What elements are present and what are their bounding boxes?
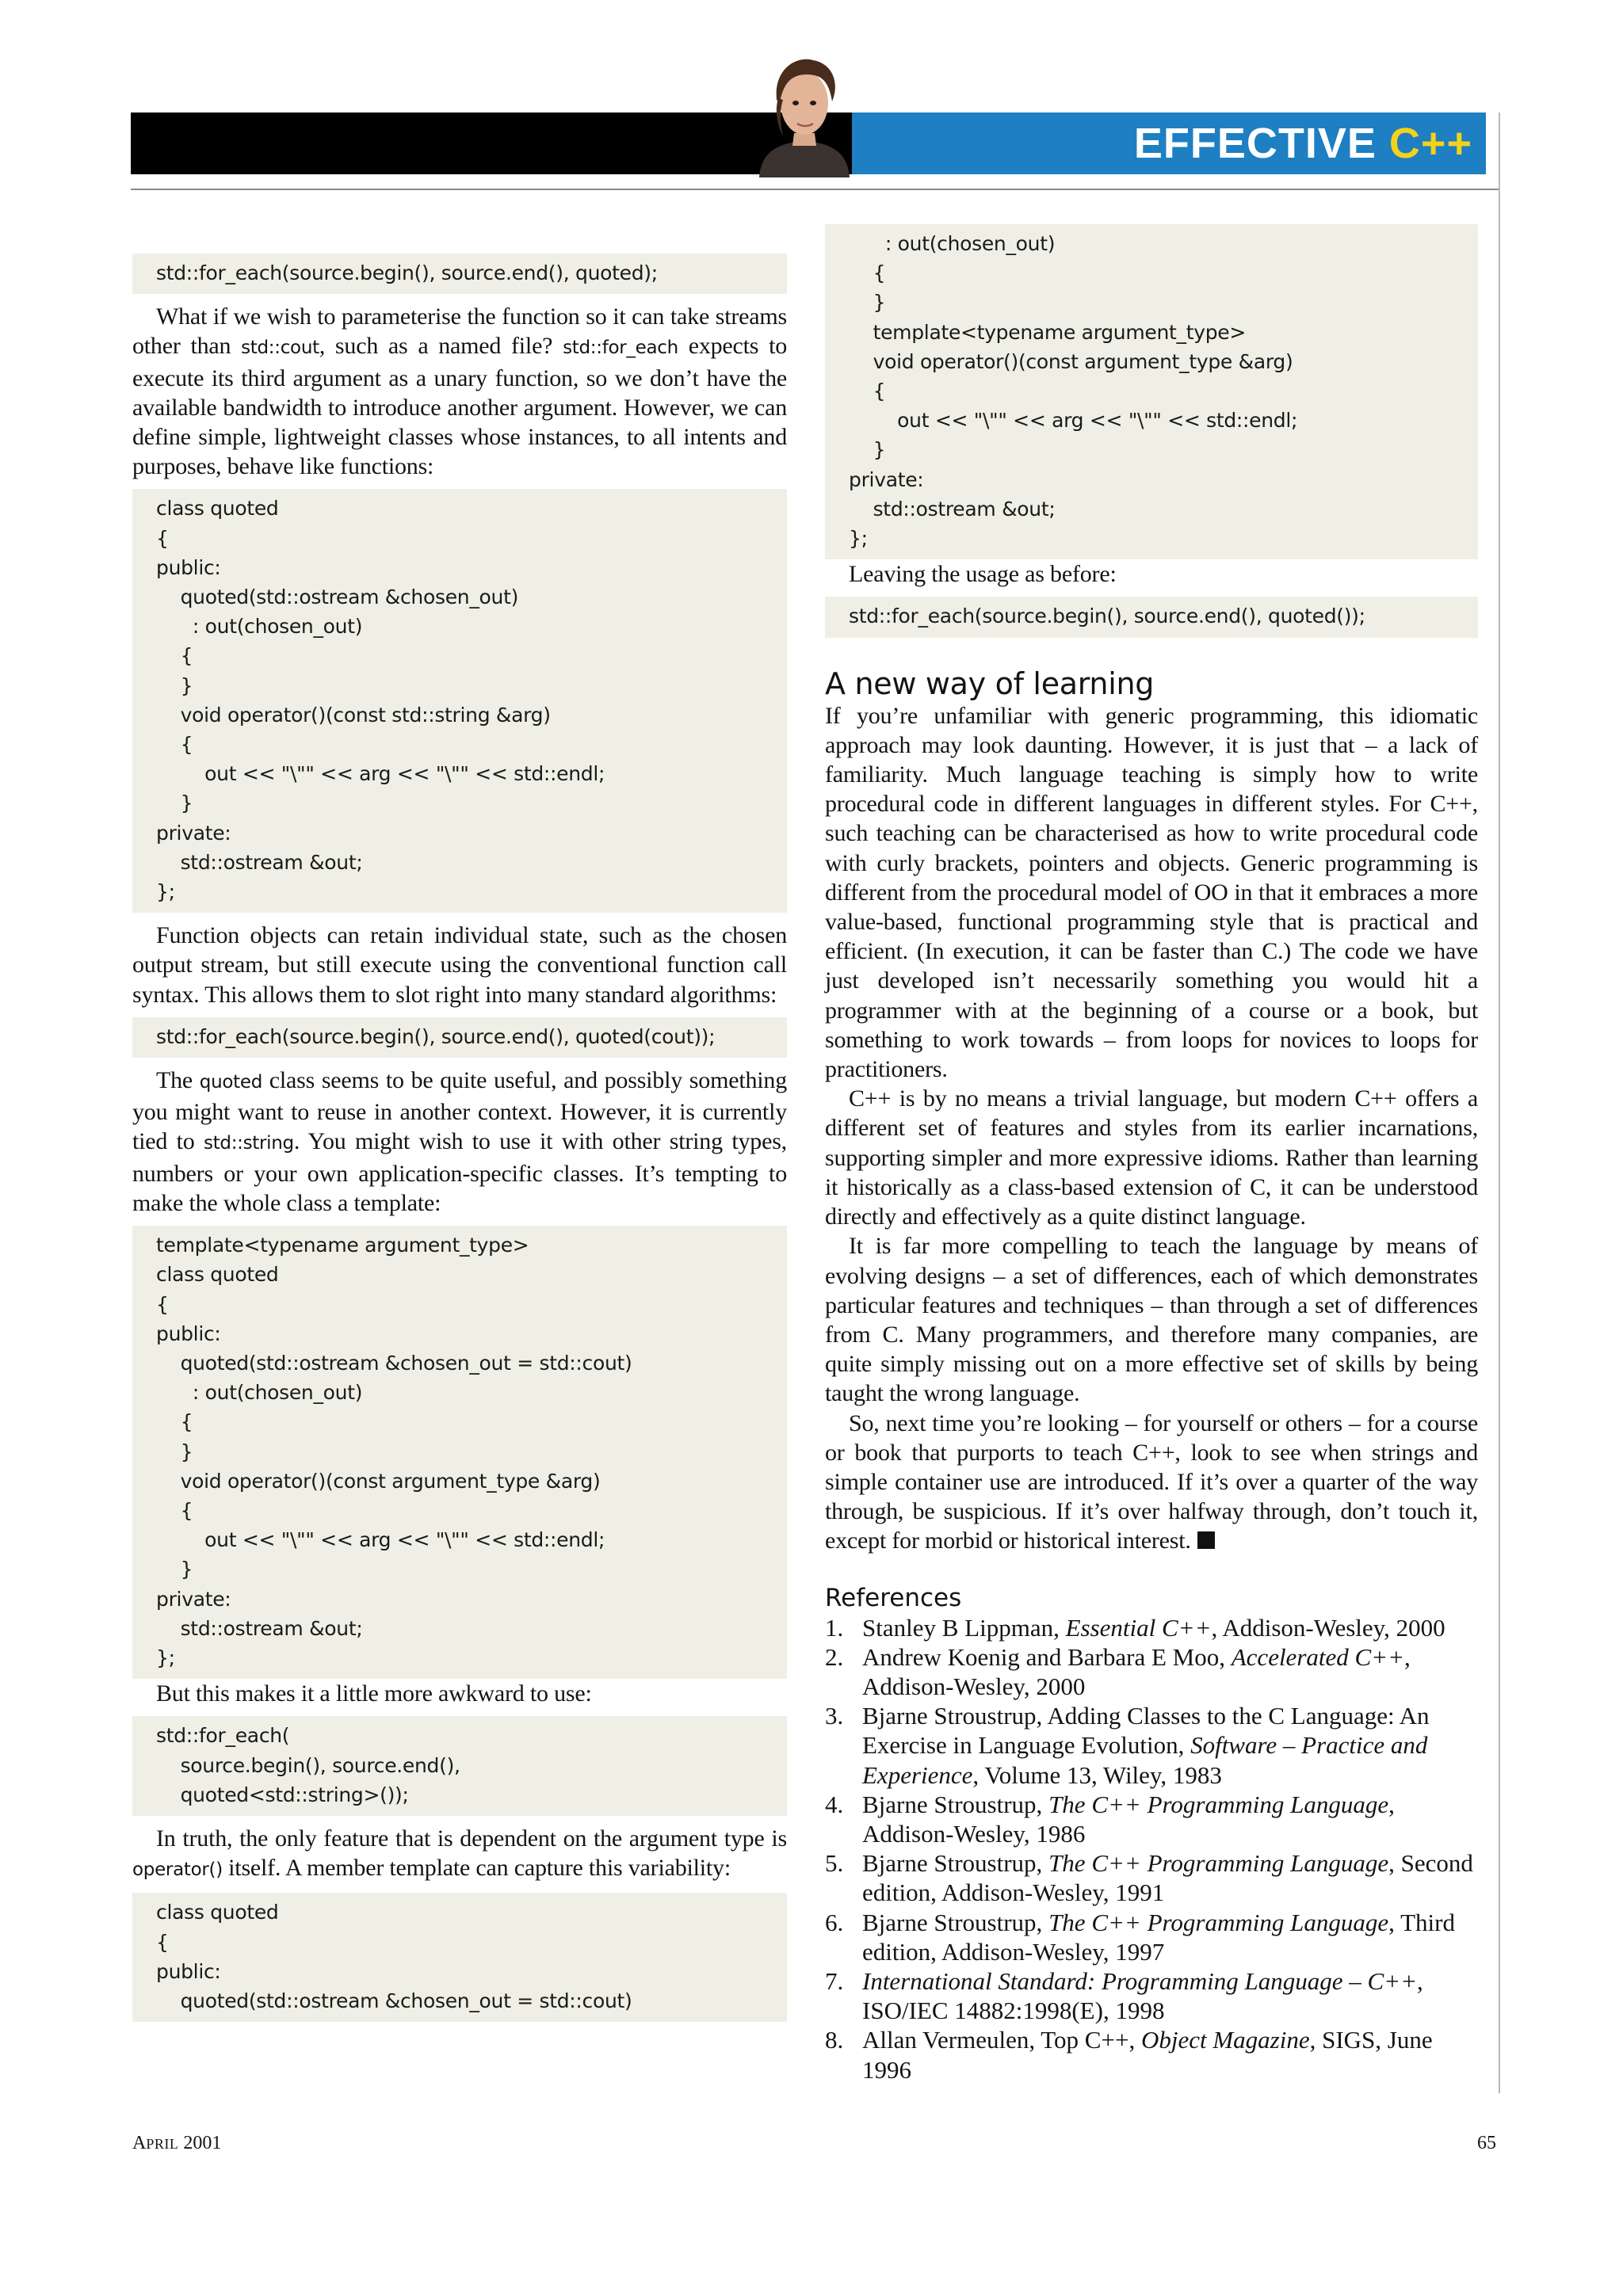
section-heading: A new way of learning: [825, 666, 1155, 701]
references-heading: References: [825, 1583, 962, 1612]
right-column: [825, 224, 1478, 2084]
code-block: class quoted { public: quoted(std::ostream &chosen_out = std::cout): [132, 1893, 787, 2022]
reference-item: [825, 2025, 1478, 2084]
reference-text: Bjarne Stroustrup,: [862, 1908, 1049, 1936]
paragraph: If you’re unfamiliar with generic programming, this idiomatic approach may look daunting. However, it is just that – a lack of familiarity. Much language teaching is simply how to write procedural code in different languages in different styles. For C++, such teaching can be characterised as how to write procedural code with curly brackets, pointers and objects. Generic programming is different from the procedural model of OO in that it embraces a more value-based, functional programming style that is practical and efficient. (In execution, it can be faster than C.) The code we have just developed isn’t necessarily something you would hit a programmer with at the beginning of a course or a book, but something to work towards – from loops for novices to loops for practitioners.: [825, 702, 1478, 1083]
reference-text: , Addison-Wesley, 1986: [862, 1790, 1395, 1848]
reference-title: Object Magazine: [1140, 2026, 1310, 2054]
reference-number: 5.: [825, 1849, 844, 1878]
right-margin-rule: [1499, 113, 1500, 2093]
reference-title: The C++ Programming Language: [1048, 1849, 1389, 1878]
column-title: EFFECTIVE C++: [1133, 120, 1472, 167]
reference-text: , Volume 13, Wiley, 1983: [972, 1760, 1222, 1789]
reference-text: , SIGS, June 1996: [862, 2026, 1433, 2084]
reference-number: 3.: [825, 1702, 844, 1730]
reference-item: [825, 1701, 1478, 1790]
code-block: std::for_each(source.begin(), source.end(), quoted);: [132, 254, 787, 294]
reference-item: [825, 1908, 1478, 1966]
header-rule: [131, 189, 1500, 190]
paragraph: In truth, the only feature that is dependent on the argument type is operator() itself. A member template can capture this variability:: [132, 1825, 787, 1882]
paragraph: Leaving the usage as before:: [849, 561, 1117, 588]
reference-text: Allan Vermeulen, Top C++,: [862, 2026, 1141, 2054]
reference-title: Software – Practice and Experience: [862, 1731, 1428, 1789]
paragraph: What if we wish to parameterise the function so it can take streams other than std::cout, such as a named file? std::for_each expects to execute its third argument as a unary function, so we don’t have the available bandwidth to introduce another argument. However, we can define simple, lightweight classes whose instances, to all intents and purposes, behave like functions:: [132, 303, 788, 480]
reference-number: 1.: [825, 1613, 844, 1642]
reference-title: Essential C++: [1065, 1613, 1212, 1642]
reference-text: , Addison-Wesley, 2000: [1211, 1613, 1445, 1642]
reference-text: , ISO/IEC 14882:1998(E), 1998: [862, 1966, 1423, 2025]
paragraph: Function objects can retain individual state, such as the chosen output stream, but still execute using the conventional function call syntax. This allows them to slot right into many standard algorithms:: [132, 922, 787, 1008]
reference-item: [825, 1613, 1478, 1642]
end-of-article-icon: [1197, 1531, 1215, 1549]
reference-text: , Addison-Wesley, 2000: [862, 1642, 1411, 1700]
reference-number: 8.: [825, 2026, 844, 2054]
code-block: std::for_each(source.begin(), source.end(), quoted(cout));: [132, 1017, 787, 1058]
reference-title: The C++ Programming Language: [1048, 1790, 1389, 1818]
reference-item: [825, 1790, 1478, 1848]
reference-item: [825, 1966, 1478, 2025]
reference-text: Bjarne Stroustrup, Adding Classes to the C Language: An Exercise in Language Evolution,: [862, 1702, 1430, 1760]
reference-title: The C++ Programming Language: [1048, 1908, 1389, 1936]
reference-number: 4.: [825, 1790, 844, 1818]
paragraph: But this makes it a little more awkward to use:: [156, 1680, 592, 1707]
paragraph: C++ is by no means a trivial language, but modern C++ offers a different set of features and styles from its earlier incarnations, supporting simpler and more expressive idioms. Rather than learning it historically as a class-based extension of C, it can be understood directly and effectively as a quite distinct language.: [825, 1085, 1478, 1230]
reference-text: Bjarne Stroustrup,: [862, 1790, 1049, 1818]
reference-text: , Third edition, Addison-Wesley, 1997: [862, 1908, 1455, 1966]
footer-date: APRIL 2001: [132, 2133, 222, 2153]
code-block: : out(chosen_out) { } template<typename argument_type> void operator()(const argument_type &arg) { out << "\"" << arg << "\"" << std::endl; } private: std::ostream &out; };: [825, 224, 1478, 559]
code-block: template<typename argument_type> class quoted { public: quoted(std::ostream &chosen_out = std::cout) : out(chosen_out) { } void operator()(const argument_type &arg) { out << "\"" << arg << "\"" << std::endl; } private: std::ostream &out; };: [132, 1226, 787, 1679]
author-portrait-icon: [745, 51, 864, 177]
reference-number: 6.: [825, 1908, 844, 1936]
header-banner-black: [131, 113, 852, 174]
reference-number: 2.: [825, 1642, 844, 1671]
references-list: [825, 1613, 1478, 2084]
reference-item: [825, 1642, 1478, 1701]
reference-text: , Second edition, Addison-Wesley, 1991: [862, 1849, 1473, 1907]
paragraph: It is far more compelling to teach the language by means of evolving designs – a set of differences, each of which demonstrates particular features and techniques – than through a set of differences from C. Many programmers, and therefore many companies, are quite simply missing out on a more effective set of skills by being taught the wrong language.: [825, 1233, 1478, 1407]
reference-title: International Standard: Programming Language – C++: [862, 1966, 1418, 1995]
code-block: class quoted { public: quoted(std::ostream &chosen_out) : out(chosen_out) { } void operator()(const std::string &arg) { out << "\"" << arg << "\"" << std::endl; } private: std::ostream &out; };: [132, 489, 787, 913]
reference-text: Stanley B Lippman,: [862, 1613, 1066, 1642]
code-block: std::for_each(source.begin(), source.end(), quoted());: [825, 597, 1478, 637]
reference-title: Accelerated C++: [1231, 1642, 1405, 1671]
reference-item: [825, 1848, 1478, 1907]
reference-text: Andrew Koenig and Barbara E Moo,: [862, 1642, 1232, 1671]
reference-text: Bjarne Stroustrup,: [862, 1849, 1049, 1878]
paragraph: The quoted class seems to be quite useful, and possibly something you might want to reuse in another context. However, it is currently tied to std::string. You might wish to use it with other string types, numbers or your own application-specific classes. It’s tempting to make the whole class a template:: [132, 1067, 787, 1216]
reference-number: 7.: [825, 1966, 844, 1995]
paragraph: So, next time you’re looking – for yourself or others – for a course or book that purports to teach C++, look to see when strings and simple container use are introduced. If it’s over a quarter of the way through, be suspicious. If it’s over halfway through, don’t touch it, except for morbid or historical interest.: [825, 1409, 1478, 1554]
left-column: [132, 254, 787, 2022]
page-number: 65: [1477, 2133, 1496, 2153]
code-block: std::for_each( source.begin(), source.end(), quoted<std::string>());: [132, 1716, 787, 1816]
